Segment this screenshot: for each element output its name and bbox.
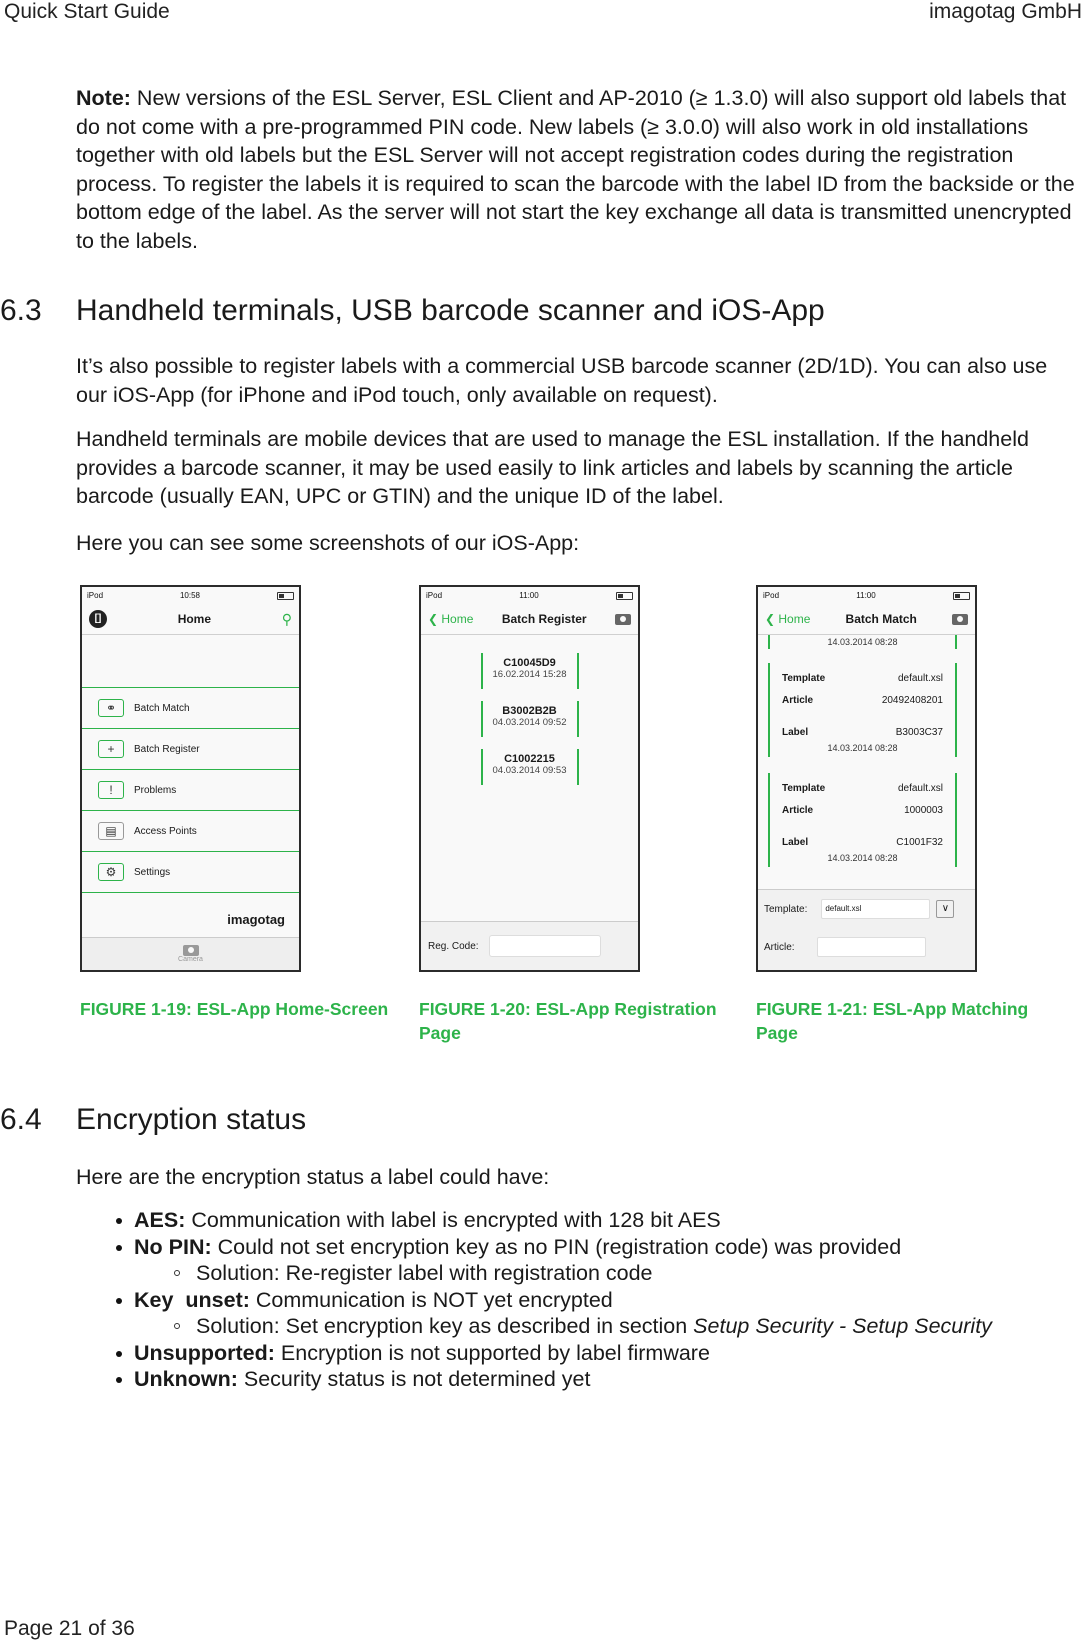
template-value: default.xsl <box>897 782 943 794</box>
label-value: C1001F32 <box>896 836 943 848</box>
clock: 11:00 <box>856 591 876 600</box>
figure-caption-19: FIGURE 1-19: ESL-App Home-Screen <box>80 999 389 1019</box>
paragraph-usb-scanner: It’s also possible to register labels with a commercial USB barcode scanner (2D/1D). You can also use our iOS-App (for iPhone and iPod touch, only available on request). <box>76 354 1048 407</box>
app-badge-icon[interactable]: [] <box>89 610 107 628</box>
imagotag-logo: imagotag <box>227 911 285 927</box>
code-id: C1002215 <box>504 753 555 765</box>
article-value: 20492408201 <box>881 694 943 706</box>
screenshot-register <box>419 585 640 972</box>
chevron-down-icon[interactable]: ∨ <box>936 900 954 918</box>
nav-title: Batch Match <box>845 612 917 626</box>
nav-bar <box>82 604 299 635</box>
menu-item-batch-match[interactable] <box>82 687 299 729</box>
menu-label: Batch Register <box>134 743 200 755</box>
clock: 11:00 <box>519 591 539 600</box>
nav-bar <box>758 604 975 635</box>
list-item: Unsupported: Encryption is not supported by label firmware <box>134 1340 992 1367</box>
match-item[interactable] <box>768 663 957 757</box>
menu-label: Settings <box>134 866 171 878</box>
menu-label: Batch Match <box>134 702 190 714</box>
menu-item-access-points[interactable] <box>82 811 299 852</box>
screenshot-home <box>80 585 301 972</box>
list-item: Unknown: Security status is not determined yet <box>134 1366 992 1393</box>
camera-icon[interactable] <box>615 614 631 625</box>
back-button[interactable]: ❮ Home <box>765 612 811 626</box>
code-date: 16.02.2014 15:28 <box>492 669 567 680</box>
header-doc-title: Quick Start Guide <box>4 0 170 23</box>
match-item-partial[interactable] <box>768 635 957 649</box>
carrier: iPod <box>87 591 104 600</box>
section-number: 6.3 <box>0 294 42 327</box>
code-id: C10045D9 <box>503 657 556 669</box>
menu-item-problems[interactable] <box>82 770 299 811</box>
label-label: Label <box>782 726 809 738</box>
list-item: Key unset: Communication is NOT yet encrypted <box>134 1287 992 1314</box>
access-point-icon: ▤ <box>98 822 124 840</box>
carrier: iPod <box>426 591 443 600</box>
carrier: iPod <box>763 591 780 600</box>
reg-code-input[interactable] <box>489 935 601 957</box>
camera-icon <box>183 945 199 956</box>
registered-code[interactable] <box>481 749 579 785</box>
template-select[interactable]: default.xsl <box>821 899 930 919</box>
template-value: default.xsl <box>897 672 943 684</box>
plus-icon: + <box>98 740 124 758</box>
chevron-left-icon: ❮ <box>428 612 442 626</box>
list-item: AES: Communication with label is encrypted with 128 bit AES <box>134 1207 992 1234</box>
screenshot-match <box>756 585 977 972</box>
menu-item-settings[interactable] <box>82 852 299 893</box>
form-template-label: Template: <box>764 903 808 915</box>
section-reference-link[interactable]: Setup Security - Setup Security <box>693 1314 992 1338</box>
sub-list-item: Solution: Re-register label with registration code <box>134 1260 992 1287</box>
article-label: Article <box>782 694 814 706</box>
chevron-left-icon: ❮ <box>765 612 779 626</box>
figure-caption-20: FIGURE 1-20: ESL-App Registration Page <box>419 999 717 1043</box>
menu-item-batch-register[interactable] <box>82 729 299 770</box>
battery-icon <box>616 592 633 600</box>
paragraph-screenshots-intro: Here you can see some screenshots of our iOS-App: <box>76 531 580 555</box>
clock: 10:58 <box>179 591 201 600</box>
status-bar <box>758 587 975 604</box>
list-item: No PIN: Could not set encryption key as no PIN (registration code) was provided <box>134 1234 992 1261</box>
encryption-status-list <box>134 1207 992 1393</box>
menu-label: Problems <box>134 784 177 796</box>
match-date: 14.03.2014 08:28 <box>827 853 898 863</box>
match-form <box>758 889 975 970</box>
form-article-label: Article: <box>764 941 795 953</box>
gear-icon: ⚙ <box>98 863 124 881</box>
figure-caption-21: FIGURE 1-21: ESL-App Matching Page <box>756 999 1029 1043</box>
note-text: New versions of the ESL Server, ESL Client and AP-2010 (≥ 1.3.0) will also support old labels that do not come with a pre-programmed PIN code. New labels (≥ 3.0.0) will also work in old installations together with old labels but the ESL Server will not accept registration codes during the registration process. To register the labels it is required to scan the barcode with the label ID from the backside or the bottom edge of the label. As the server will not start the key exchange all data is transmitted unencrypted to the labels. <box>76 86 1075 253</box>
battery-icon <box>277 592 294 600</box>
search-icon[interactable]: ⚲ <box>281 610 292 627</box>
article-label: Article <box>782 804 814 816</box>
template-label: Template <box>782 672 826 684</box>
home-menu <box>82 687 299 893</box>
camera-tab[interactable] <box>82 937 299 970</box>
reg-code-bar <box>421 921 638 970</box>
label-label: Label <box>782 836 809 848</box>
status-bar <box>82 587 299 604</box>
article-value: 1000003 <box>904 804 943 816</box>
nav-title: Home <box>177 612 212 626</box>
reg-code-label: Reg. Code: <box>428 940 479 952</box>
status-bar <box>421 587 638 604</box>
header-company: imagotag GmbH <box>929 0 1082 23</box>
nav-title: Batch Register <box>501 612 587 626</box>
match-date: 14.03.2014 08:28 <box>827 743 898 753</box>
section-number: 6.4 <box>0 1103 42 1136</box>
battery-icon <box>953 592 970 600</box>
note-label: Note: <box>76 86 131 110</box>
section-title: Encryption status <box>76 1103 307 1136</box>
link-icon: ⚭ <box>98 699 124 717</box>
paragraph-encryption-intro: Here are the encryption status a label could have: <box>76 1165 550 1189</box>
camera-icon[interactable] <box>952 614 968 625</box>
section-title: Handheld terminals, USB barcode scanner and iOS-App <box>76 294 825 327</box>
warning-icon: ! <box>98 781 124 799</box>
back-button[interactable]: ❮ Home <box>428 612 474 626</box>
template-label: Template <box>782 782 826 794</box>
code-date: 04.03.2014 09:52 <box>492 717 567 728</box>
paragraph-handheld: Handheld terminals are mobile devices that are used to manage the ESL installation. If the handheld provides a barcode scanner, it may be used easily to link articles and labels by scanning the article barcode (usually EAN, UPC or GTIN) and the unique ID of the label. <box>76 427 1029 508</box>
note-paragraph <box>76 84 1076 255</box>
menu-label: Access Points <box>134 825 197 837</box>
page-number: Page 21 of 36 <box>4 1617 135 1640</box>
label-value: B3003C37 <box>895 726 943 738</box>
code-date: 04.03.2014 09:53 <box>492 765 567 776</box>
camera-tab-label: Camera <box>178 956 203 963</box>
nav-bar <box>421 604 638 635</box>
code-id: B3002B2B <box>502 705 557 717</box>
match-date: 14.03.2014 08:28 <box>827 637 898 647</box>
registered-code[interactable] <box>481 701 579 737</box>
sub-list-item: Solution: Set encryption key as described in section Setup Security - Setup Security <box>134 1313 992 1340</box>
article-input[interactable] <box>817 937 926 957</box>
match-item[interactable] <box>768 773 957 867</box>
registered-code[interactable] <box>481 653 579 689</box>
